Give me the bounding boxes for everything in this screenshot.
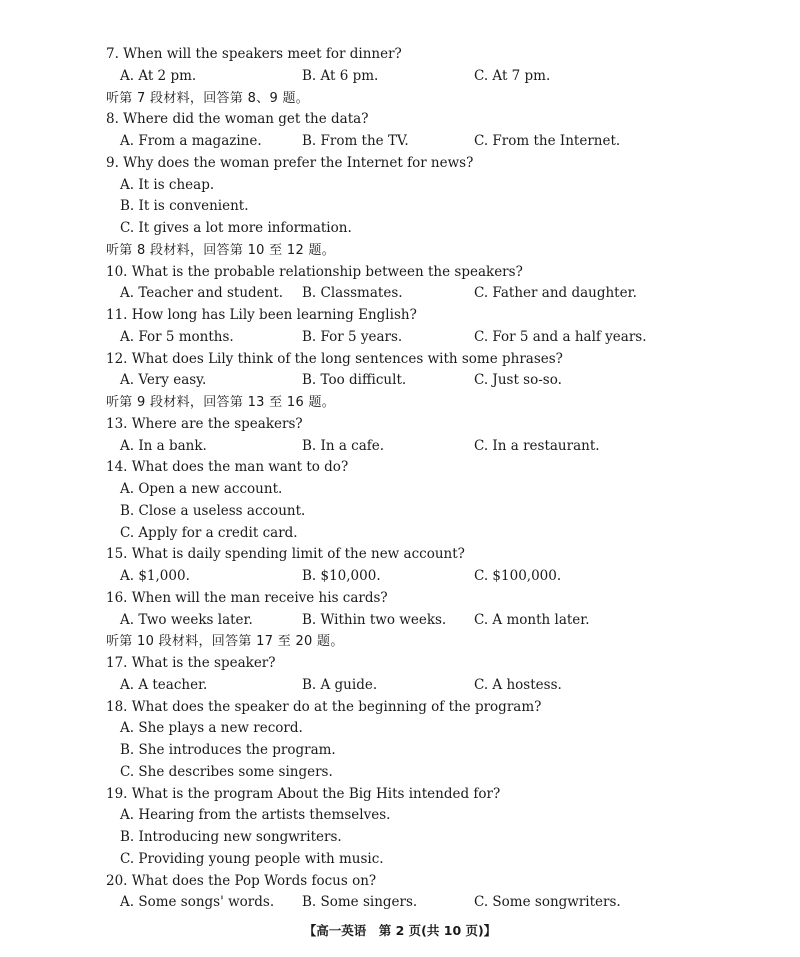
answer-option-a: A. For 5 months. bbox=[120, 328, 234, 345]
answer-options-row bbox=[106, 327, 706, 349]
answer-option-a: A. In a bank. bbox=[120, 437, 207, 454]
answer-option-a: A. Two weeks later. bbox=[120, 611, 253, 628]
answer-option-b: B. A guide. bbox=[302, 676, 378, 693]
answer-options-row bbox=[106, 892, 706, 914]
answer-option-b: B. Some singers. bbox=[302, 894, 418, 911]
question-text: 9. Why does the woman prefer the Internet for news? bbox=[106, 154, 474, 171]
answer-options-row bbox=[106, 370, 706, 392]
question-list bbox=[106, 44, 706, 914]
answer-option: A. Hearing from the artists themselves. bbox=[120, 807, 391, 824]
answer-option-b: B. For 5 years. bbox=[302, 328, 403, 345]
answer-options-row bbox=[106, 675, 706, 697]
answer-option-c: C. Just so-so. bbox=[474, 372, 562, 389]
answer-option: A. Open a new account. bbox=[120, 481, 283, 497]
answer-options-row bbox=[106, 283, 706, 305]
answer-option-a: A. Very easy. bbox=[120, 372, 207, 389]
answer-option-b: B. $10,000. bbox=[302, 568, 381, 584]
answer-option: B. Close a useless account. bbox=[120, 502, 306, 519]
section-heading: 听第 10 段材料，回答第 17 至 20 题。 bbox=[106, 634, 344, 650]
answer-options-row bbox=[106, 131, 706, 153]
question-text: 13. Where are the speakers? bbox=[106, 415, 303, 432]
answer-option-b: B. Too difficult. bbox=[302, 372, 407, 389]
question-text: 19. What is the program About the Big Hits intended for? bbox=[106, 785, 501, 802]
answer-option-a: A. From a magazine. bbox=[120, 133, 262, 149]
question-text: 12. What does Lily think of the long sentences with some phrases? bbox=[106, 350, 563, 367]
answer-options-row bbox=[106, 436, 706, 458]
answer-option-c: C. Father and daughter. bbox=[474, 285, 637, 302]
answer-option-c: C. In a restaurant. bbox=[474, 437, 600, 454]
answer-option-a: A. At 2 pm. bbox=[120, 67, 197, 84]
answer-option: C. She describes some singers. bbox=[120, 763, 333, 780]
answer-option: B. It is convenient. bbox=[120, 198, 249, 215]
answer-option-a: A. A teacher. bbox=[120, 676, 208, 693]
answer-option: C. It gives a lot more information. bbox=[120, 220, 352, 236]
answer-option-b: B. Within two weeks. bbox=[302, 611, 447, 628]
answer-option: C. Apply for a credit card. bbox=[120, 524, 298, 541]
answer-options-row bbox=[106, 566, 706, 588]
question-text: 20. What does the Pop Words focus on? bbox=[106, 872, 377, 889]
question-text: 17. What is the speaker? bbox=[106, 655, 276, 671]
answer-option: C. Providing young people with music. bbox=[120, 850, 384, 867]
answer-option-c: C. A month later. bbox=[474, 611, 590, 628]
answer-options-row bbox=[106, 66, 706, 88]
answer-option: A. She plays a new record. bbox=[120, 720, 303, 737]
answer-option-c: C. Some songwriters. bbox=[474, 894, 621, 911]
answer-option: B. Introducing new songwriters. bbox=[120, 829, 342, 845]
answer-option: B. She introduces the program. bbox=[120, 742, 336, 758]
answer-option-c: C. For 5 and a half years. bbox=[474, 328, 647, 345]
answer-option-c: C. At 7 pm. bbox=[474, 67, 551, 84]
question-text: 14. What does the man want to do? bbox=[106, 459, 349, 476]
section-heading: 听第 7 段材料，回答第 8、9 题。 bbox=[106, 90, 310, 106]
question-text: 7. When will the speakers meet for dinner? bbox=[106, 46, 402, 62]
question-text: 11. How long has Lily been learning English? bbox=[106, 307, 417, 323]
answer-option-a: A. Some songs' words. bbox=[120, 894, 275, 911]
question-text: 18. What does the speaker do at the beginning of the program? bbox=[106, 698, 542, 715]
page-footer: 【高一英语 第 2 页(共 10 页)】 bbox=[303, 923, 497, 938]
section-heading: 听第 8 段材料，回答第 10 至 12 题。 bbox=[106, 242, 336, 258]
answer-option-a: A. $1,000. bbox=[120, 568, 190, 584]
question-text: 16. When will the man receive his cards? bbox=[106, 589, 388, 606]
answer-option-b: B. Classmates. bbox=[302, 285, 403, 302]
answer-option-c: C. $100,000. bbox=[474, 568, 562, 584]
answer-option-a: A. Teacher and student. bbox=[120, 285, 284, 302]
answer-option-b: B. In a cafe. bbox=[302, 437, 385, 454]
question-text: 15. What is daily spending limit of the new account? bbox=[106, 546, 465, 563]
section-heading: 听第 9 段材料，回答第 13 至 16 题。 bbox=[106, 395, 336, 410]
answer-option-c: C. A hostess. bbox=[474, 676, 562, 693]
answer-option-b: B. At 6 pm. bbox=[302, 67, 379, 84]
question-text: 10. What is the probable relationship between the speakers? bbox=[106, 263, 523, 280]
answer-options-row bbox=[106, 610, 706, 632]
answer-option-b: B. From the TV. bbox=[302, 133, 409, 149]
answer-option: A. It is cheap. bbox=[120, 176, 215, 193]
answer-option-c: C. From the Internet. bbox=[474, 133, 621, 149]
question-text: 8. Where did the woman get the data? bbox=[106, 111, 369, 128]
